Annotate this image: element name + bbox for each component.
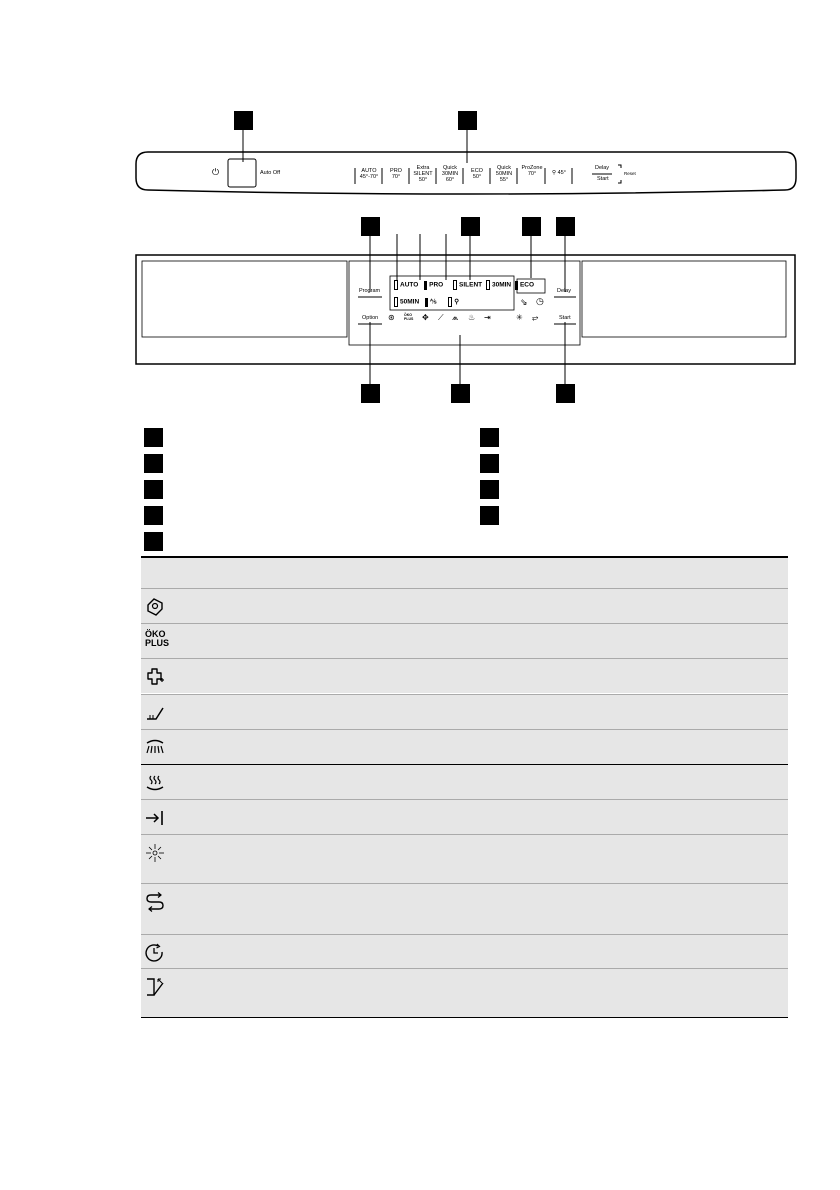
options-icons-row [388, 313, 548, 327]
legend-marker [480, 480, 499, 499]
glass-icon: ⚲ [454, 298, 460, 306]
program-quick-50[interactable]: Quick 50MIN 55° [495, 165, 513, 183]
prozone-icon: ⅍ [429, 298, 437, 306]
table-header-row [141, 556, 788, 588]
top-delay-button[interactable]: Delay [595, 165, 610, 171]
spray-arm-icon [145, 738, 165, 758]
reset-label: Reset [624, 171, 636, 176]
door-open-icon [145, 977, 165, 997]
display-row-2 [394, 297, 459, 307]
extra-hygiene-icon [145, 667, 165, 687]
alternating-icon[interactable]: ⥂ [532, 313, 539, 322]
program-prozone[interactable]: ProZone 70° [521, 165, 543, 177]
delay-start-icon [145, 943, 165, 963]
program-button[interactable]: Program [359, 288, 381, 294]
table-row [141, 588, 788, 623]
glass-icon: ⚲ [552, 170, 557, 176]
beam-icon[interactable]: ✳ [516, 313, 523, 322]
oko-plus-icon[interactable]: ÖKO PLUS [404, 313, 414, 321]
program-glass[interactable]: ⚲ 45° [552, 170, 566, 176]
legend-marker [480, 428, 499, 447]
legend-marker [144, 454, 163, 473]
table-row [141, 883, 788, 934]
indicator [425, 298, 428, 307]
table-row [141, 694, 788, 729]
program-eco[interactable]: ECO 50° [471, 168, 483, 180]
table-row [141, 799, 788, 834]
table-row [141, 623, 788, 658]
legend-marker [144, 532, 163, 551]
indicator [394, 297, 398, 307]
power-icon: ⏻ [212, 167, 220, 177]
extra-dry-icon[interactable]: ♨ [468, 313, 476, 322]
display-row-1 [394, 280, 534, 290]
tablet-icon[interactable]: ⊛ [388, 313, 395, 322]
start-button[interactable]: Start [559, 315, 571, 321]
rinse-aid-icon [145, 703, 165, 723]
extra-hygiene-icon[interactable]: ✥ [422, 313, 429, 322]
display-silent: SILENT [459, 281, 483, 289]
display-auto: AUTO [400, 281, 419, 289]
beam-icon [145, 843, 165, 863]
table-row [141, 834, 788, 883]
display-eco: ECO [519, 281, 535, 289]
legend-marker [144, 428, 163, 447]
table-row [141, 729, 788, 764]
program-extra-silent[interactable]: Extra SILENT 50° [413, 165, 433, 183]
time-saver-icon[interactable]: ⇥ [484, 313, 491, 322]
oko-plus-icon: ÖKO PLUS [145, 629, 170, 649]
table-row [141, 658, 788, 693]
table-row [141, 764, 788, 799]
program-pro[interactable]: PRO 70° [390, 168, 402, 180]
rinse-aid-icon[interactable]: ⟋ [438, 313, 444, 322]
power-button[interactable] [228, 159, 256, 187]
legend-marker [480, 454, 499, 473]
auto-off-label: Auto Off [260, 170, 281, 176]
legend-marker [480, 506, 499, 525]
table-row [141, 934, 788, 968]
option-button[interactable]: Option [362, 315, 379, 321]
door-open-icon: ⇘ [520, 297, 528, 307]
extra-dry-icon [145, 773, 165, 793]
top-panel-outline [0, 0, 840, 230]
display-50min: 50MIN [400, 298, 420, 306]
legend-marker [144, 480, 163, 499]
display-30min: 30MIN [491, 281, 512, 289]
time-saver-icon [145, 808, 165, 828]
indicator [453, 280, 457, 290]
program-quick-30[interactable]: Quick 30MIN 60° [441, 165, 459, 183]
alternating-icon [145, 892, 165, 912]
indicator [424, 281, 427, 290]
indicator [394, 280, 398, 290]
indicator [515, 281, 518, 290]
display-pro: PRO [429, 281, 444, 289]
legend-marker [144, 506, 163, 525]
tablet-icon [145, 597, 165, 617]
delay-button[interactable]: Delay [557, 288, 572, 294]
top-start-button[interactable]: Start [597, 176, 609, 182]
table-row [141, 968, 788, 1018]
delay-timer-icon: ◷ [536, 296, 544, 306]
indicator [448, 297, 452, 307]
program-auto[interactable]: AUTO 45°-70° [359, 168, 379, 180]
spray-arm-icon[interactable]: ⩕ [452, 313, 459, 322]
indicator [486, 280, 490, 290]
